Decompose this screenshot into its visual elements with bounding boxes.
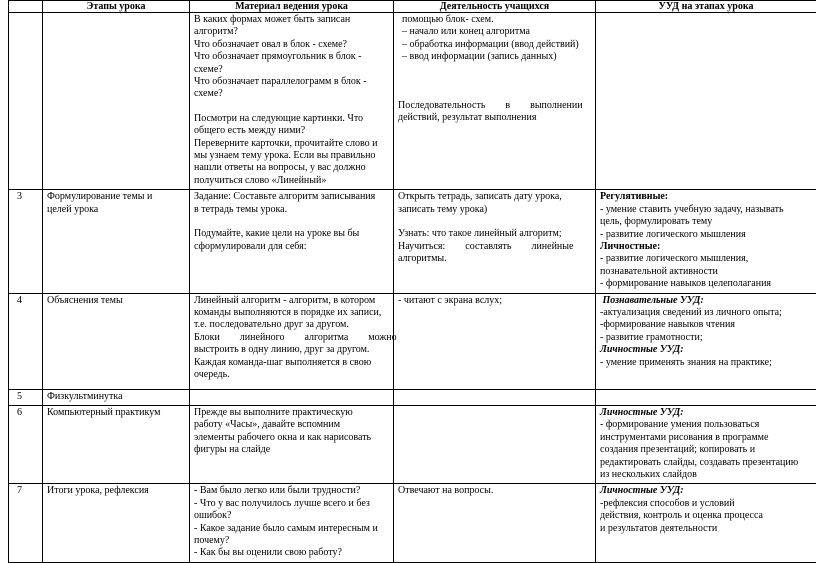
uud-heading: Познавательные УУД: [600, 295, 812, 307]
text-line: - Какое задание было самым интересным и [194, 523, 389, 535]
cell-material [190, 293, 394, 389]
uud-heading: Личностные: [600, 241, 812, 253]
cell-uud [596, 293, 816, 389]
text-line: фигуры на слайде [194, 444, 389, 456]
header-material: Материал ведения урока [190, 1, 394, 13]
text-line: работу «Часы», давайте вспомним [194, 419, 389, 431]
text-line: Каждая команда-шаг выполняется в свою [194, 357, 389, 369]
text-line: - формирование умения пользоваться [600, 419, 812, 431]
text-line: нашли ответы на вопросы, у вас должно [194, 162, 389, 174]
text-line: помощью блок- схем. [398, 14, 591, 26]
text-line: очередь. [194, 369, 389, 381]
text-line: -рефлексия способов и условий [600, 498, 812, 510]
text-line: алгоритм? [194, 26, 389, 38]
blank-line [194, 101, 389, 113]
cell-activity [394, 389, 596, 405]
cell-material [190, 13, 394, 190]
text-line: – обработка информации (ввод действий) [398, 39, 591, 51]
cell-uud [596, 389, 816, 405]
cell-stage: Объяснения темы [43, 293, 190, 389]
text-line: схеме? [194, 88, 389, 100]
text-line: Последовательность в выполнении [398, 100, 591, 112]
text-line: выстроить в одну линию, друг за другом. [194, 344, 389, 356]
text-line: - умение применять знания на практике; [600, 357, 812, 369]
header-row [9, 1, 816, 13]
table-row [9, 484, 816, 562]
header-activity: Деятельность учащихся [394, 1, 596, 13]
cell-activity: - читают с экрана вслух; [394, 293, 596, 389]
text-line: инструментами рисования в программе [600, 432, 812, 444]
text-line: -формирование навыков чтения [600, 319, 812, 331]
cell-uud [596, 405, 816, 483]
table-row [9, 405, 816, 483]
text-line: Что обозначает прямоугольник в блок - [194, 51, 389, 63]
uud-heading: Регулятивные: [600, 191, 812, 203]
text-line: алгоритмы. [398, 253, 591, 265]
cell-material [190, 405, 394, 483]
text-line: ошибок? [194, 510, 389, 522]
cell-stage: Физкультминутка [43, 389, 190, 405]
cell-stage: Компьютерный практикум [43, 405, 190, 483]
uud-heading: Личностные УУД: [600, 344, 812, 356]
text-line: схеме? [194, 64, 389, 76]
header-num [9, 1, 43, 13]
cell-activity [394, 13, 596, 190]
text-line: - развитие логического мышления [600, 229, 812, 241]
text-line: - Что у вас получилось лучше всего и без [194, 498, 389, 510]
text-line: Задание: Составьте алгоритм записывания [194, 191, 389, 203]
text-line: действия, контроль и оценка процесса [600, 510, 812, 522]
text-line: Переверните карточки, прочитайте слово и [194, 138, 389, 150]
table-row [9, 389, 816, 405]
blank-line [194, 216, 389, 228]
cell-stage [43, 13, 190, 190]
cell-activity [394, 405, 596, 483]
cell-num: 6 [9, 405, 43, 483]
text-line: - формирование навыков целеполагания [600, 278, 812, 290]
cell-material [190, 389, 394, 405]
text-line: – ввод информации (запись данных) [398, 51, 591, 63]
cell-num: 3 [9, 190, 43, 293]
blank-line [398, 216, 591, 228]
text-line: Научиться: составлять линейные [398, 241, 591, 253]
text-line: и результатов деятельности [600, 523, 812, 535]
table-row [9, 13, 816, 190]
text-line: действий, результат выполнения [398, 112, 591, 124]
text-line: Формулирование темы и [47, 191, 185, 203]
blank-line [398, 64, 591, 88]
text-line: в тетрадь темы урока. [194, 204, 389, 216]
text-line: - Вам было легко или были трудности? [194, 485, 389, 497]
text-line: сформулировали для себя: [194, 241, 389, 253]
cell-uud [596, 484, 816, 562]
blank-line [398, 88, 591, 100]
cell-num: 7 [9, 484, 43, 562]
text-line: Подумайте, какие цели на уроке вы бы [194, 228, 389, 240]
cell-stage [43, 190, 190, 293]
text-line: из нескольких слайдов [600, 469, 812, 481]
text-line: Линейный алгоритм - алгоритм, в котором [194, 295, 389, 307]
text-line: - умение ставить учебную задачу, называть [600, 204, 812, 216]
text-line: записать тему урока) [398, 204, 591, 216]
cell-stage: Итоги урока, рефлексия [43, 484, 190, 562]
cell-activity [394, 190, 596, 293]
text-line: цель, формулировать тему [600, 216, 812, 228]
text-line: редактировать слайды, создавать презентацию [600, 457, 812, 469]
text-line: общего есть между ними? [194, 125, 389, 137]
text-line: Открыть тетрадь, записать дату урока, [398, 191, 591, 203]
cell-num [9, 13, 43, 190]
text-line: т.е. последовательно друг за другом. [194, 319, 389, 331]
text-line: познавательной активности [600, 266, 812, 278]
text-line: – начало или конец алгоритма [398, 26, 591, 38]
text-line: целей урока [47, 204, 185, 216]
table-row [9, 293, 816, 389]
uud-heading: Личностные УУД: [600, 485, 812, 497]
text-line: Блоки линейного алгоритма можно [194, 332, 389, 344]
cell-activity: Отвечают на вопросы. [394, 484, 596, 562]
header-stage: Этапы урока [43, 1, 190, 13]
text-line: - Как бы вы оценили свою работу? [194, 547, 389, 559]
text-line: Прежде вы выполните практическую [194, 407, 389, 419]
text-line: - развитие логического мышления, [600, 253, 812, 265]
cell-uud [596, 190, 816, 293]
text-line: Посмотри на следующие картинки. Что [194, 113, 389, 125]
table-row [9, 190, 816, 293]
text-line: создания презентаций; копировать и [600, 444, 812, 456]
cell-material [190, 484, 394, 562]
text-line: - развитие грамотности; [600, 332, 812, 344]
cell-uud [596, 13, 816, 190]
text-line: команды выполняются в порядке их записи, [194, 307, 389, 319]
text-line: Что обозначает овал в блок - схеме? [194, 39, 389, 51]
text-line: элементы рабочего окна и как нарисовать [194, 432, 389, 444]
cell-material [190, 190, 394, 293]
cell-num: 4 [9, 293, 43, 389]
cell-num: 5 [9, 389, 43, 405]
header-uud: УУД на этапах урока [596, 1, 816, 13]
uud-heading: Личностные УУД: [600, 407, 812, 419]
text-line: В каких формах может быть записан [194, 14, 389, 26]
text-line: мы узнаем тему урока. Если вы правильно [194, 150, 389, 162]
text-line: Что обозначает параллелограмм в блок - [194, 76, 389, 88]
text-line: -актуализация сведений из личного опыта; [600, 307, 812, 319]
text-line: почему? [194, 535, 389, 547]
lesson-plan-table [8, 0, 816, 563]
text-line: получиться слово «Линейный» [194, 175, 389, 187]
text-line: Узнать: что такое линейный алгоритм; [398, 228, 591, 240]
